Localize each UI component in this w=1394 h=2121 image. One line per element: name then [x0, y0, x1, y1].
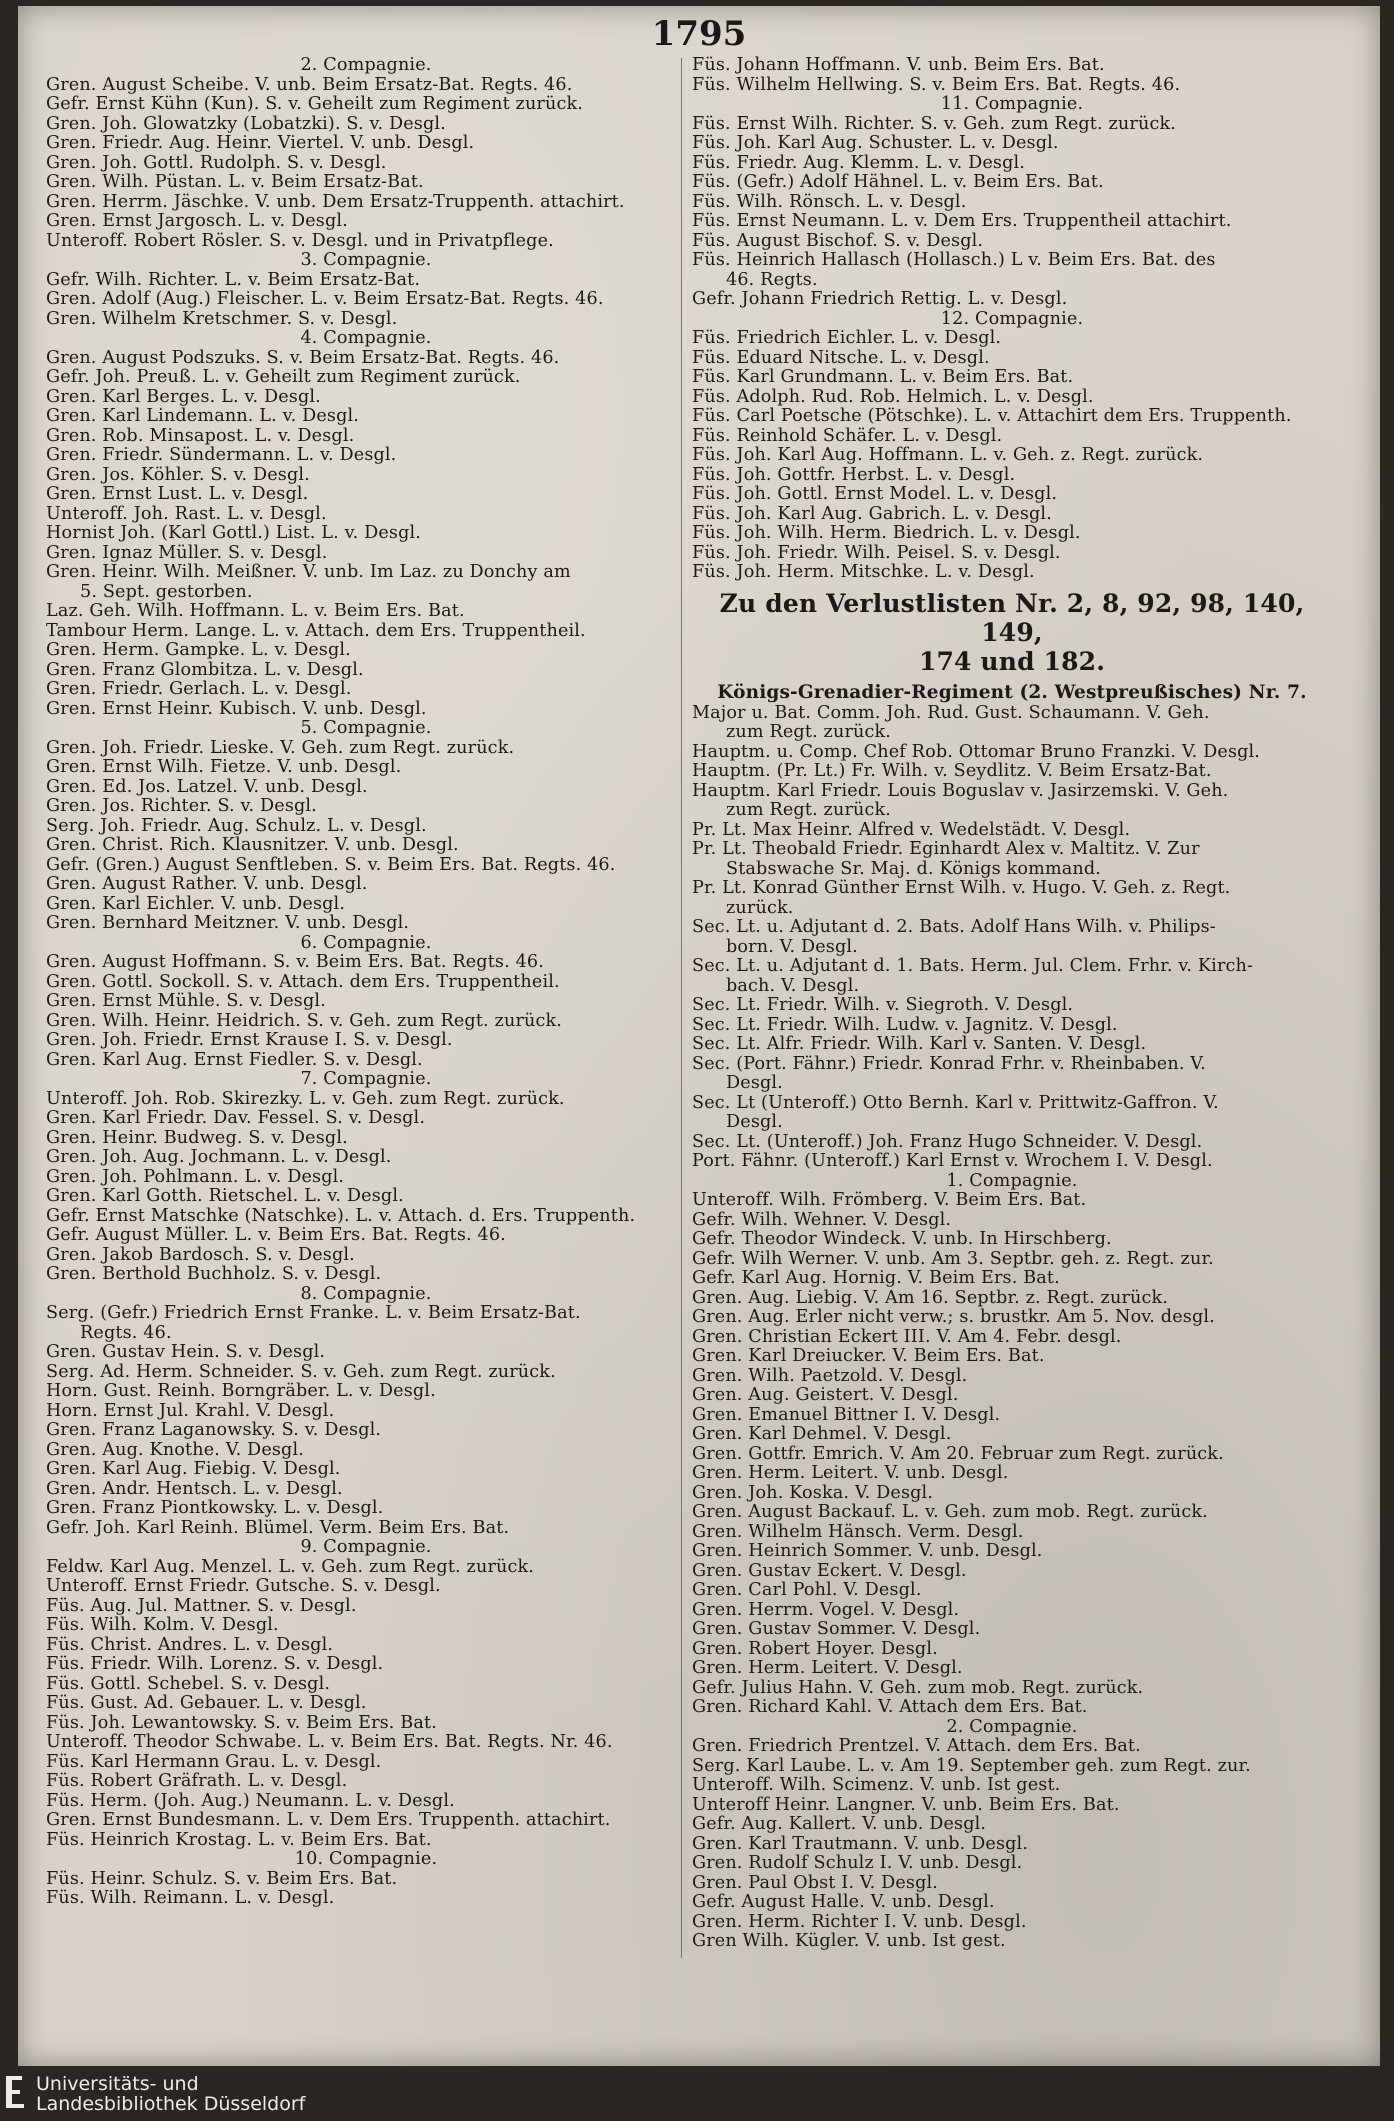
library-name-line2: Landesbibliothek Düsseldorf: [36, 2093, 306, 2115]
casualty-entry: Gren. August Hoffmann. S. v. Beim Ers. Bat. Regts. 46.: [46, 953, 545, 972]
casualty-entry: Sec. Lt. u. Adjutant d. 1. Bats. Herm. Jul. Clem. Frhr. v. Kirch-: [692, 957, 1254, 976]
entry-continuation: Desgl.: [726, 1074, 783, 1093]
page-number: 1795: [651, 14, 747, 54]
casualty-entry: Füs. Eduard Nitsche. L. v. Desgl.: [692, 348, 990, 368]
casualty-entry: Unteroff. Ernst Friedr. Gutsche. S. v. Desgl.: [46, 1577, 441, 1596]
casualty-entry: Unteroff Heinr. Langner. V. unb. Beim Ers. Bat.: [692, 1795, 1120, 1815]
casualty-entry: Unteroff. Theodor Schwabe. L. v. Beim Ers. Bat. Regts. Nr. 46.: [46, 1733, 613, 1752]
casualty-entry: Gren. Christ. Rich. Klausnitzer. V. unb. Desgl.: [46, 836, 459, 855]
right-column-regiment-list: [692, 704, 1332, 1952]
casualty-entry: Gren. August Podszuks. S. v. Beim Ersatz-Bat. Regts. 46.: [46, 348, 560, 368]
casualty-entry: Füs. Joh. Karl Aug. Gabrich. L. v. Desgl.: [692, 504, 1052, 524]
casualty-entry: Gren. Joh. Glowatzky (Lobatzki). S. v. Desgl.: [46, 114, 446, 134]
casualty-entry: Füs. Wilh. Reimann. L. v. Desgl.: [46, 1889, 335, 1908]
company-heading: 9. Compagnie.: [300, 1537, 432, 1557]
casualty-entry: Gren. Ernst Heinr. Kubisch. V. unb. Desgl.: [46, 699, 427, 719]
casualty-entry: Gren Wilh. Kügler. V. unb. Ist gest.: [692, 1932, 1006, 1951]
casualty-entry: Füs. Herm. (Joh. Aug.) Neumann. L. v. Desgl.: [46, 1791, 455, 1811]
casualty-entry: Füs. Heinrich Krostag. L. v. Beim Ers. Bat.: [46, 1830, 432, 1850]
casualty-entry: Gren. Adolf (Aug.) Fleischer. L. v. Beim Ersatz-Bat. Regts. 46.: [46, 290, 604, 309]
casualty-entry: Unteroff. Joh. Rast. L. v. Desgl.: [46, 504, 327, 524]
casualty-entry: Gren. Wilh. Heinr. Heidrich. S. v. Geh. zum Regt. zurück.: [46, 1011, 563, 1031]
casualty-entry: Pr. Lt. Max Heinr. Alfred v. Wedelstädt. V. Desgl.: [692, 820, 1131, 840]
casualty-list-heading: [692, 589, 1332, 676]
casualty-entry: Gren. Gustav Eckert. V. Desgl.: [692, 1561, 967, 1581]
casualty-entry: Hauptm. u. Comp. Chef Rob. Ottomar Bruno Franzki. V. Desgl.: [692, 742, 1261, 762]
newspaper-page: [18, 6, 1380, 2066]
casualty-entry: Gren. Franz Laganowsky. S. v. Desgl.: [46, 1421, 382, 1440]
casualty-entry: Gren. Berthold Buchholz. S. v. Desgl.: [46, 1265, 382, 1284]
right-column-top-list: [692, 56, 1332, 583]
casualty-entry: Sec. Lt. Friedr. Wilh. v. Siegroth. V. Desgl.: [692, 996, 1074, 1015]
casualty-entry: Gefr. Theodor Windeck. V. unb. In Hirschberg.: [692, 1230, 1112, 1249]
casualty-entry: Füs. Christ. Andres. L. v. Desgl.: [46, 1635, 334, 1655]
entry-continuation: Regts. 46.: [80, 1323, 172, 1343]
casualty-entry: Gren. August Backauf. L. v. Geh. zum mob. Regt. zurück.: [692, 1503, 1208, 1522]
casualty-entry: Gefr. Ernst Matschke (Natschke). L. v. Attach. d. Ers. Truppenth.: [46, 1206, 636, 1226]
casualty-entry: Füs. Heinrich Hallasch (Hollasch.) L v. Beim Ers. Bat. des: [692, 251, 1216, 270]
casualty-entry: Major u. Bat. Comm. Joh. Rud. Gust. Schaumann. V. Geh.: [692, 703, 1210, 723]
casualty-entry: Gren. Wilh. Püstan. L. v. Beim Ersatz-Bat.: [46, 173, 424, 192]
casualty-entry: Sec. Lt. (Unteroff.) Joh. Franz Hugo Schneider. V. Desgl.: [692, 1132, 1203, 1152]
casualty-entry: Gren. Jakob Bardosch. S. v. Desgl.: [46, 1245, 355, 1265]
casualty-entry: Gren. Aug. Geistert. V. Desgl.: [692, 1386, 959, 1405]
casualty-entry: Gren. Joh. Friedr. Ernst Krause I. S. v. Desgl.: [46, 1031, 453, 1050]
casualty-entry: Sec. Lt. u. Adjutant d. 2. Bats. Adolf Hans Wilh. v. Philips-: [692, 918, 1216, 937]
casualty-entry: Gren. Herm. Leitert. V. Desgl.: [692, 1659, 963, 1678]
casualty-entry: Gren. Karl Friedr. Dav. Fessel. S. v. Desgl.: [46, 1109, 426, 1128]
casualty-entry: Füs. (Gefr.) Adolf Hähnel. L. v. Beim Ers. Bat.: [692, 173, 1104, 192]
casualty-entry: Gren. Karl Lindemann. L. v. Desgl.: [46, 407, 360, 426]
entry-continuation: Desgl.: [726, 1113, 783, 1132]
casualty-entry: Tambour Herm. Lange. L. v. Attach. dem Ers. Truppentheil.: [46, 621, 586, 641]
casualty-entry: Serg. Karl Laube. L. v. Am 19. September geh. zum Regt. zur.: [692, 1756, 1251, 1776]
casualty-entry: Füs. Gust. Ad. Gebauer. L. v. Desgl.: [46, 1694, 367, 1713]
casualty-entry: Füs. Robert Gräfrath. L. v. Desgl.: [46, 1772, 348, 1791]
casualty-entry: Gren. Joh. Friedr. Lieske. V. Geh. zum Regt. zurück.: [46, 738, 515, 758]
casualty-entry: Sec. Lt. Friedr. Wilh. Ludw. v. Jagnitz. V. Desgl.: [692, 1015, 1118, 1035]
casualty-entry: Gefr. August Halle. V. unb. Desgl.: [692, 1893, 995, 1912]
company-heading: 6. Compagnie.: [300, 932, 432, 953]
casualty-entry: Füs. Joh. Karl Aug. Hoffmann. L. v. Geh. z. Regt. zurück.: [692, 446, 1204, 465]
casualty-entry: Gefr. Wilh. Richter. L. v. Beim Ersatz-Bat.: [46, 270, 421, 290]
casualty-entry: Füs. Gottl. Schebel. S. v. Desgl.: [46, 1674, 331, 1694]
casualty-entry: Sec. Lt (Unteroff.) Otto Bernh. Karl v. Prittwitz-Gaffron. V.: [692, 1093, 1219, 1113]
casualty-entry: Füs. Joh. Lewantowsky. S. v. Beim Ers. Bat.: [46, 1713, 437, 1733]
casualty-entry: Gren. Wilhelm Hänsch. Verm. Desgl.: [692, 1522, 1024, 1542]
casualty-entry: Gren. Herm. Leitert. V. unb. Desgl.: [692, 1464, 1009, 1483]
casualty-entry: Gefr. Joh. Preuß. L. v. Geheilt zum Regiment zurück.: [46, 368, 521, 387]
casualty-entry: Port. Fähnr. (Unteroff.) Karl Ernst v. Wrochem I. V. Desgl.: [692, 1152, 1213, 1171]
casualty-entry: Gren. Karl Gotth. Rietschel. L. v. Desgl.: [46, 1187, 404, 1206]
casualty-list-heading-line1: Zu den Verlustlisten Nr. 2, 8, 92, 98, 140, 149,: [719, 588, 1305, 647]
casualty-entry: Füs. Ernst Neumann. L. v. Dem Ers. Truppentheil attachirt.: [692, 212, 1232, 231]
casualty-entry: Füs. Friedrich Eichler. L. v. Desgl.: [692, 329, 1002, 348]
casualty-entry: Füs. Wilh. Kolm. V. Desgl.: [46, 1616, 279, 1635]
casualty-entry: Pr. Lt. Theobald Friedr. Eginhardt Alex v. Maltitz. V. Zur: [692, 840, 1200, 859]
casualty-entry: Gren. Franz Glombitza. L. v. Desgl.: [46, 660, 364, 680]
casualty-entry: Unteroff. Robert Rösler. S. v. Desgl. und in Privatpflege.: [46, 231, 554, 251]
casualty-entry: Gren. Karl Dehmel. V. Desgl.: [692, 1425, 952, 1444]
casualty-entry: Gren. Friedr. Sündermann. L. v. Desgl.: [46, 446, 397, 465]
entry-continuation: 5. Sept. gestorben.: [80, 582, 253, 602]
casualty-entry: Gren. Gustav Hein. S. v. Desgl.: [46, 1343, 326, 1362]
casualty-entry: Gefr. Ernst Kühn (Kun). S. v. Geheilt zum Regiment zurück.: [46, 95, 584, 114]
casualty-entry: Unteroff. Wilh. Frömberg. V. Beim Ers. Bat.: [692, 1191, 1087, 1210]
casualty-entry: Unteroff. Wilh. Scimenz. V. unb. Ist gest.: [692, 1776, 1061, 1795]
casualty-entry: Gren. Ernst Mühle. S. v. Desgl.: [46, 992, 326, 1011]
casualty-entry: Horn. Ernst Jul. Krahl. V. Desgl.: [46, 1401, 335, 1421]
casualty-entry: Gren. Joh. Gottl. Rudolph. S. v. Desgl.: [46, 153, 387, 173]
entry-continuation: born. V. Desgl.: [726, 937, 858, 957]
casualty-entry: Füs. Wilhelm Hellwing. S. v. Beim Ers. Bat. Regts. 46.: [692, 75, 1181, 95]
casualty-entry: Gren. Aug. Knothe. V. Desgl.: [46, 1440, 304, 1460]
casualty-entry: Füs. Adolph. Rud. Rob. Helmich. L. v. Desgl.: [692, 387, 1094, 407]
casualty-entry: Gefr. (Gren.) August Senftleben. S. v. Beim Ers. Bat. Regts. 46.: [46, 855, 616, 875]
casualty-entry: Gren. Joh. Koska. V. Desgl.: [692, 1483, 934, 1503]
casualty-entry: Gefr. Julius Hahn. V. Geh. zum mob. Regt. zurück.: [692, 1678, 1144, 1698]
company-heading: 7. Compagnie.: [300, 1069, 432, 1089]
casualty-entry: Gren. Gustav Sommer. V. Desgl.: [692, 1620, 981, 1639]
casualty-entry: Gren. Herrm. Vogel. V. Desgl.: [692, 1600, 960, 1620]
casualty-entry: Gren. Franz Piontkowsky. L. v. Desgl.: [46, 1499, 384, 1518]
casualty-entry: Gren. Jos. Köhler. S. v. Desgl.: [46, 465, 310, 485]
casualty-entry: Gren. Paul Obst I. V. Desgl.: [692, 1873, 939, 1893]
casualty-entry: Gren. Wilhelm Kretschmer. S. v. Desgl.: [46, 309, 398, 329]
casualty-entry: Gren. Ed. Jos. Latzel. V. unb. Desgl.: [46, 777, 368, 797]
casualty-entry: Hauptm. Karl Friedr. Louis Boguslav v. Jasirzemski. V. Geh.: [692, 781, 1229, 801]
casualty-entry: Gren. Ernst Jargosch. L. v. Desgl.: [46, 212, 348, 231]
entry-continuation: 46. Regts.: [726, 270, 818, 290]
casualty-entry: Füs. Joh. Karl Aug. Schuster. L. v. Desgl.: [692, 134, 1059, 153]
right-column: [692, 56, 1332, 1952]
company-heading: 4. Compagnie.: [300, 328, 432, 348]
casualty-entry: Gren. Friedr. Aug. Heinr. Viertel. V. unb. Desgl.: [46, 134, 475, 153]
casualty-entry: Horn. Gust. Reinh. Borngräber. L. v. Desgl.: [46, 1382, 436, 1401]
casualty-entry: Gren. Karl Aug. Fiebig. V. Desgl.: [46, 1460, 341, 1479]
casualty-entry: Gren. Heinrich Sommer. V. unb. Desgl.: [692, 1542, 1043, 1561]
casualty-entry: Gefr. Johann Friedrich Rettig. L. v. Desgl.: [692, 290, 1068, 309]
casualty-entry: Gren. Aug. Erler nicht verw.; s. brustkr. Am 5. Nov. desgl.: [692, 1308, 1215, 1327]
casualty-entry: Füs. Carl Poetsche (Pötschke). L. v. Attachirt dem Ers. Truppenth.: [692, 407, 1292, 426]
casualty-entry: Gren. Carl Pohl. V. Desgl.: [692, 1581, 922, 1600]
casualty-entry: Füs. Joh. Friedr. Wilh. Peisel. S. v. Desgl.: [692, 543, 1061, 563]
company-heading: 10. Compagnie.: [294, 1849, 438, 1869]
library-watermark: [0, 2068, 560, 2121]
casualty-entry: Füs. Johann Hoffmann. V. unb. Beim Ers. Bat.: [692, 56, 1105, 75]
library-name-line1: Universitäts- und: [36, 2073, 199, 2095]
casualty-entry: Füs. Friedr. Aug. Klemm. L. v. Desgl.: [692, 153, 1026, 173]
company-heading: 3. Compagnie.: [300, 250, 432, 270]
casualty-entry: Serg. (Gefr.) Friedrich Ernst Franke. L. v. Beim Ersatz-Bat.: [46, 1304, 581, 1323]
casualty-entry: Gren. Emanuel Bittner I. V. Desgl.: [692, 1405, 1001, 1425]
casualty-entry: Gren. Rob. Minsapost. L. v. Desgl.: [46, 426, 355, 446]
casualty-entry: Gren. Jos. Richter. S. v. Desgl.: [46, 797, 317, 816]
entry-continuation: zum Regt. zurück.: [726, 723, 892, 742]
company-heading: 11. Compagnie.: [940, 94, 1084, 114]
company-heading: 2. Compagnie.: [946, 1716, 1078, 1737]
casualty-list-heading-line2: 174 und 182.: [918, 646, 1106, 676]
entry-continuation: zum Regt. zurück.: [726, 801, 892, 820]
casualty-entry: Laz. Geh. Wilh. Hoffmann. L. v. Beim Ers. Bat.: [46, 602, 465, 621]
casualty-entry: Gren. Christian Eckert III. V. Am 4. Febr. desgl.: [692, 1327, 1122, 1347]
casualty-entry: Füs. Joh. Gottl. Ernst Model. L. v. Desgl.: [692, 485, 1058, 504]
casualty-entry: Füs. Aug. Jul. Mattner. S. v. Desgl.: [46, 1596, 357, 1616]
casualty-entry: Gefr. Karl Aug. Hornig. V. Beim Ers. Bat.: [692, 1269, 1060, 1288]
casualty-entry: Gren. Herrm. Jäschke. V. unb. Dem Ersatz-Truppenth. attachirt.: [46, 192, 625, 212]
casualty-entry: Gefr. Wilh Werner. V. unb. Am 3. Septbr. geh. z. Regt. zur.: [692, 1249, 1214, 1269]
casualty-entry: Gren. Bernhard Meitzner. V. unb. Desgl.: [46, 914, 410, 933]
company-heading: 2. Compagnie.: [300, 55, 432, 75]
casualty-entry: Gren. Karl Dreiucker. V. Beim Ers. Bat.: [692, 1347, 1045, 1366]
casualty-entry: Gren. Ernst Bundesmann. L. v. Dem Ers. Truppenth. attachirt.: [46, 1811, 611, 1830]
casualty-entry: Gren. August Rather. V. unb. Desgl.: [46, 875, 368, 894]
casualty-entry: Füs. Heinr. Schulz. S. v. Beim Ers. Bat.: [46, 1869, 398, 1889]
casualty-entry: Sec. (Port. Fähnr.) Friedr. Konrad Frhr. v. Rheinbaben. V.: [692, 1054, 1206, 1074]
casualty-entry: Gefr. Joh. Karl Reinh. Blümel. Verm. Beim Ers. Bat.: [46, 1518, 510, 1538]
casualty-entry: Unteroff. Joh. Rob. Skirezky. L. v. Geh. zum Regt. zurück.: [46, 1089, 565, 1109]
casualty-entry: Gren. Ernst Lust. L. v. Desgl.: [46, 485, 309, 504]
library-name: [36, 2074, 305, 2114]
casualty-entry: Gren. Robert Hoyer. Desgl.: [692, 1639, 938, 1659]
casualty-entry: Hauptm. (Pr. Lt.) Fr. Wilh. v. Seydlitz. V. Beim Ersatz-Bat.: [692, 762, 1212, 781]
casualty-entry: Füs. Ernst Wilh. Richter. S. v. Geh. zum Regt. zurück.: [692, 114, 1177, 134]
casualty-entry: Gren. Gottl. Sockoll. S. v. Attach. dem Ers. Truppentheil.: [46, 972, 560, 992]
casualty-entry: Gren. Aug. Liebig. V. Am 16. Septbr. z. Regt. zurück.: [692, 1288, 1169, 1308]
casualty-entry: Gren. Karl Berges. L. v. Desgl.: [46, 387, 321, 407]
left-column: [46, 56, 686, 1909]
casualty-entry: Feldw. Karl Aug. Menzel. L. v. Geh. zum Regt. zurück.: [46, 1557, 535, 1577]
casualty-entry: Füs. Joh. Wilh. Herm. Biedrich. L. v. Desgl.: [692, 524, 1081, 543]
casualty-entry: Gefr. August Müller. L. v. Beim Ers. Bat. Regts. 46.: [46, 1226, 506, 1245]
casualty-entry: Füs. Friedr. Wilh. Lorenz. S. v. Desgl.: [46, 1655, 384, 1674]
casualty-entry: Gren. Joh. Aug. Jochmann. L. v. Desgl.: [46, 1148, 392, 1167]
casualty-entry: Füs. Wilh. Rönsch. L. v. Desgl.: [692, 192, 967, 212]
entry-continuation: Stabswache Sr. Maj. d. Königs kommand.: [726, 859, 1102, 879]
library-logo-icon: [2, 2074, 28, 2112]
casualty-entry: Pr. Lt. Konrad Günther Ernst Wilh. v. Hugo. V. Geh. z. Regt.: [692, 879, 1231, 898]
casualty-entry: Füs. Karl Hermann Grau. L. v. Desgl.: [46, 1752, 382, 1772]
company-heading: 12. Compagnie.: [940, 308, 1084, 329]
casualty-entry: Füs. Joh. Herm. Mitschke. L. v. Desgl.: [692, 563, 1035, 582]
casualty-entry: Füs. August Bischof. S. v. Desgl.: [692, 231, 984, 251]
regiment-heading: Königs-Grenadier-Regiment (2. Westpreußisches) Nr. 7.: [717, 681, 1307, 703]
casualty-entry: Gren. Ignaz Müller. S. v. Desgl.: [46, 543, 328, 563]
casualty-entry: Füs. Karl Grundmann. L. v. Beim Ers. Bat.: [692, 368, 1074, 387]
casualty-entry: Gren. Herm. Richter I. V. unb. Desgl.: [692, 1912, 1027, 1932]
company-heading: 8. Compagnie.: [300, 1283, 432, 1304]
entry-continuation: zurück.: [726, 898, 794, 918]
casualty-entry: Gren. Karl Aug. Ernst Fiedler. S. v. Desgl.: [46, 1050, 423, 1070]
casualty-entry: Füs. Joh. Gottfr. Herbst. L. v. Desgl.: [692, 465, 1016, 485]
entry-continuation: bach. V. Desgl.: [726, 976, 860, 996]
casualty-entry: Gren. Herm. Gampke. L. v. Desgl.: [46, 641, 351, 660]
casualty-entry: Füs. Reinhold Schäfer. L. v. Desgl.: [692, 426, 1003, 446]
casualty-entry: Gren. Heinr. Budweg. S. v. Desgl.: [46, 1128, 348, 1148]
casualty-entry: Gren. Rudolf Schulz I. V. unb. Desgl.: [692, 1854, 1023, 1873]
casualty-entry: Gefr. Aug. Kallert. V. unb. Desgl.: [692, 1815, 987, 1834]
casualty-entry: Gren. Karl Eichler. V. unb. Desgl.: [46, 894, 346, 914]
casualty-entry: Gren. Richard Kahl. V. Attach dem Ers. Bat.: [692, 1698, 1088, 1717]
casualty-entry: Gren. Friedr. Gerlach. L. v. Desgl.: [46, 680, 352, 699]
casualty-entry: Gren. Ernst Wilh. Fietze. V. unb. Desgl.: [46, 758, 402, 777]
casualty-entry: Serg. Joh. Friedr. Aug. Schulz. L. v. Desgl.: [46, 816, 427, 836]
casualty-entry: Gren. Gottfr. Emrich. V. Am 20. Februar zum Regt. zurück.: [692, 1444, 1224, 1464]
company-heading: 1. Compagnie.: [946, 1170, 1078, 1191]
casualty-entry: Gren. Andr. Hentsch. L. v. Desgl.: [46, 1479, 343, 1499]
casualty-entry: Serg. Ad. Herm. Schneider. S. v. Geh. zum Regt. zurück.: [46, 1362, 556, 1382]
casualty-entry: Sec. Lt. Alfr. Friedr. Wilh. Karl v. Santen. V. Desgl.: [692, 1035, 1147, 1054]
casualty-entry: Hornist Joh. (Karl Gottl.) List. L. v. Desgl.: [46, 524, 422, 543]
casualty-entry: Gren. Wilh. Paetzold. V. Desgl.: [692, 1366, 968, 1386]
casualty-entry: Gren. Joh. Pohlmann. L. v. Desgl.: [46, 1167, 345, 1187]
casualty-entry: Gren. Karl Trautmann. V. unb. Desgl.: [692, 1834, 1029, 1854]
casualty-entry: Gren. August Scheibe. V. unb. Beim Ersatz-Bat. Regts. 46.: [46, 75, 573, 95]
casualty-entry: Gren. Friedrich Prentzel. V. Attach. dem Ers. Bat.: [692, 1737, 1141, 1756]
casualty-entry: Gefr. Wilh. Wehner. V. Desgl.: [692, 1210, 952, 1230]
company-heading: 5. Compagnie.: [300, 718, 432, 738]
casualty-entry: Gren. Heinr. Wilh. Meißner. V. unb. Im Laz. zu Donchy am: [46, 563, 571, 582]
